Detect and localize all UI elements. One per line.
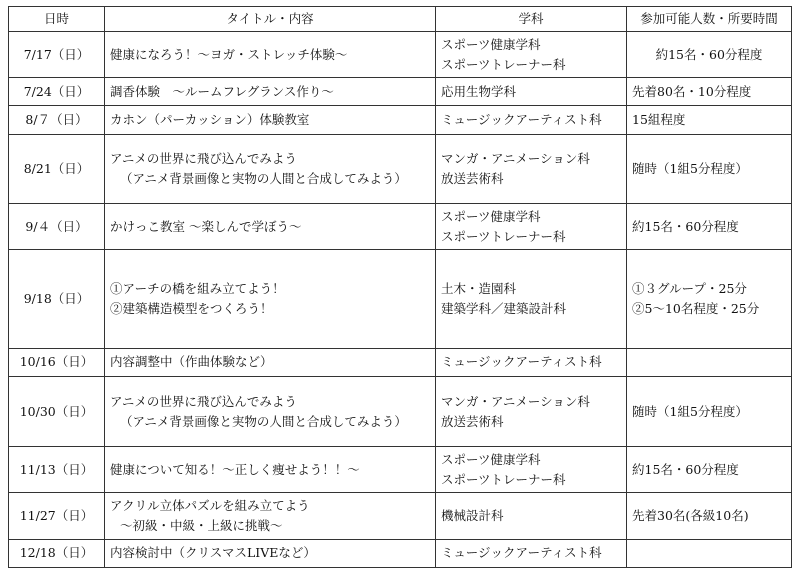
title-line: 健康について知る！～正しく痩せよう！！～ — [110, 461, 360, 477]
capacity-cell — [627, 539, 792, 567]
department-line: 機械設計科 — [441, 508, 504, 523]
department-line: スポーツトレーナー科 — [441, 228, 566, 244]
header-department: 学科 — [436, 7, 627, 32]
title-line: ②建築構造模型をつくろう！ — [110, 300, 273, 316]
title-cell — [105, 377, 436, 447]
capacity-cell — [627, 493, 792, 539]
date-cell: 12/18（日） — [9, 539, 105, 567]
department-line: スポーツトレーナー科 — [441, 471, 566, 487]
title-cell — [105, 106, 436, 134]
department-cell — [436, 134, 627, 203]
department-cell — [436, 377, 627, 447]
title-cell — [105, 134, 436, 203]
title-line: 内容検討中（クリスマスLIVEなど） — [110, 545, 316, 561]
title-line: 健康になろう！～ヨガ・ストレッチ体験～ — [110, 46, 348, 62]
department-cell — [436, 539, 627, 567]
title-line: ～初級・中級・上級に挑戦～ — [120, 518, 283, 533]
table-row — [9, 134, 792, 203]
title-cell — [105, 250, 436, 349]
table-row — [9, 493, 792, 539]
table-row — [9, 447, 792, 493]
table-row — [9, 539, 792, 567]
capacity-cell — [627, 32, 792, 78]
title-line: カホン（パーカッション）体験教室 — [110, 112, 310, 128]
department-line: マンガ・アニメーション科 — [441, 393, 590, 409]
title-line: 調香体験 ～ルームフレグランス作り～ — [110, 83, 334, 99]
title-cell — [105, 447, 436, 493]
department-cell — [436, 106, 627, 134]
table-row — [9, 203, 792, 249]
capacity-line: 約15名・60分程度 — [632, 461, 739, 477]
department-cell — [436, 250, 627, 349]
capacity-line: ②5～10名程度・25分 — [632, 300, 760, 316]
date-cell: 10/30（日） — [9, 377, 105, 447]
department-cell — [436, 203, 627, 249]
department-line: 放送芸術科 — [441, 413, 504, 429]
capacity-line: 15組程度 — [632, 112, 686, 128]
title-line: （アニメ背景画像と実物の人間と合成してみよう） — [120, 413, 407, 429]
department-line: ミュージックアーティスト科 — [441, 112, 602, 128]
department-cell — [436, 447, 627, 493]
title-line: かけっこ教室 ～楽しんで学ぼう～ — [110, 218, 302, 234]
department-line: 建築学科／建築設計科 — [441, 300, 567, 316]
capacity-cell — [627, 250, 792, 349]
date-cell: 7/17（日） — [9, 32, 105, 78]
capacity-cell — [627, 106, 792, 134]
department-line: スポーツ健康学科 — [441, 36, 541, 52]
date-cell: 11/13（日） — [9, 447, 105, 493]
department-line: スポーツトレーナー科 — [441, 56, 566, 72]
department-line: マンガ・アニメーション科 — [441, 150, 590, 166]
capacity-line: ①３グループ・25分 — [632, 280, 747, 296]
department-line: 土木・造園科 — [441, 280, 517, 296]
date-cell: 7/24（日） — [9, 78, 105, 106]
capacity-line: 先着30名(各級10名) — [632, 508, 749, 523]
header-title: タイトル・内容 — [105, 7, 436, 32]
title-line: （アニメ背景画像と実物の人間と合成してみよう） — [120, 170, 407, 186]
department-line: ミュージックアーティスト科 — [441, 545, 602, 561]
header-date: 日時 — [9, 7, 105, 32]
capacity-line: 随時（1組5分程度） — [632, 160, 748, 176]
department-cell — [436, 78, 627, 106]
title-line: アクリル立体パズルを組み立てよう — [110, 498, 310, 513]
table-row — [9, 32, 792, 78]
department-cell — [436, 348, 627, 376]
date-cell: 8/21（日） — [9, 134, 105, 203]
date-cell: 9/４（日） — [9, 203, 105, 249]
table-row — [9, 106, 792, 134]
capacity-cell — [627, 447, 792, 493]
date-cell: 9/18（日） — [9, 250, 105, 349]
title-cell — [105, 78, 436, 106]
header-capacity: 参加可能人数・所要時間 — [627, 7, 792, 32]
department-cell — [436, 32, 627, 78]
capacity-line: 約15名・60分程度 — [632, 218, 739, 234]
capacity-cell — [627, 203, 792, 249]
title-cell — [105, 539, 436, 567]
capacity-cell — [627, 78, 792, 106]
title-cell — [105, 32, 436, 78]
table-row — [9, 377, 792, 447]
table-row — [9, 250, 792, 349]
department-line: スポーツ健康学科 — [441, 451, 541, 467]
date-cell: 8/７（日） — [9, 106, 105, 134]
capacity-line: 約15名・60分程度 — [655, 46, 763, 62]
department-line: 応用生物学科 — [441, 83, 517, 99]
capacity-cell — [627, 348, 792, 376]
date-cell: 10/16（日） — [9, 348, 105, 376]
table-row — [9, 78, 792, 106]
capacity-cell — [627, 134, 792, 203]
department-cell — [436, 493, 627, 539]
title-cell — [105, 203, 436, 249]
header-row — [9, 7, 792, 32]
title-line: アニメの世界に飛び込んでみよう — [110, 393, 297, 409]
title-line: ①アーチの橋を組み立てよう！ — [110, 280, 285, 296]
table-row — [9, 348, 792, 376]
department-line: スポーツ健康学科 — [441, 208, 541, 224]
title-cell — [105, 493, 436, 539]
title-line: アニメの世界に飛び込んでみよう — [110, 150, 297, 166]
capacity-line: 随時（1組5分程度） — [632, 403, 748, 419]
event-schedule-table — [8, 6, 792, 568]
capacity-line: 先着80名・10分程度 — [632, 83, 752, 99]
capacity-cell — [627, 377, 792, 447]
date-cell: 11/27（日） — [9, 493, 105, 539]
department-line: ミュージックアーティスト科 — [441, 354, 602, 370]
title-line: 内容調整中（作曲体験など） — [110, 354, 273, 370]
department-line: 放送芸術科 — [441, 170, 504, 186]
title-cell — [105, 348, 436, 376]
